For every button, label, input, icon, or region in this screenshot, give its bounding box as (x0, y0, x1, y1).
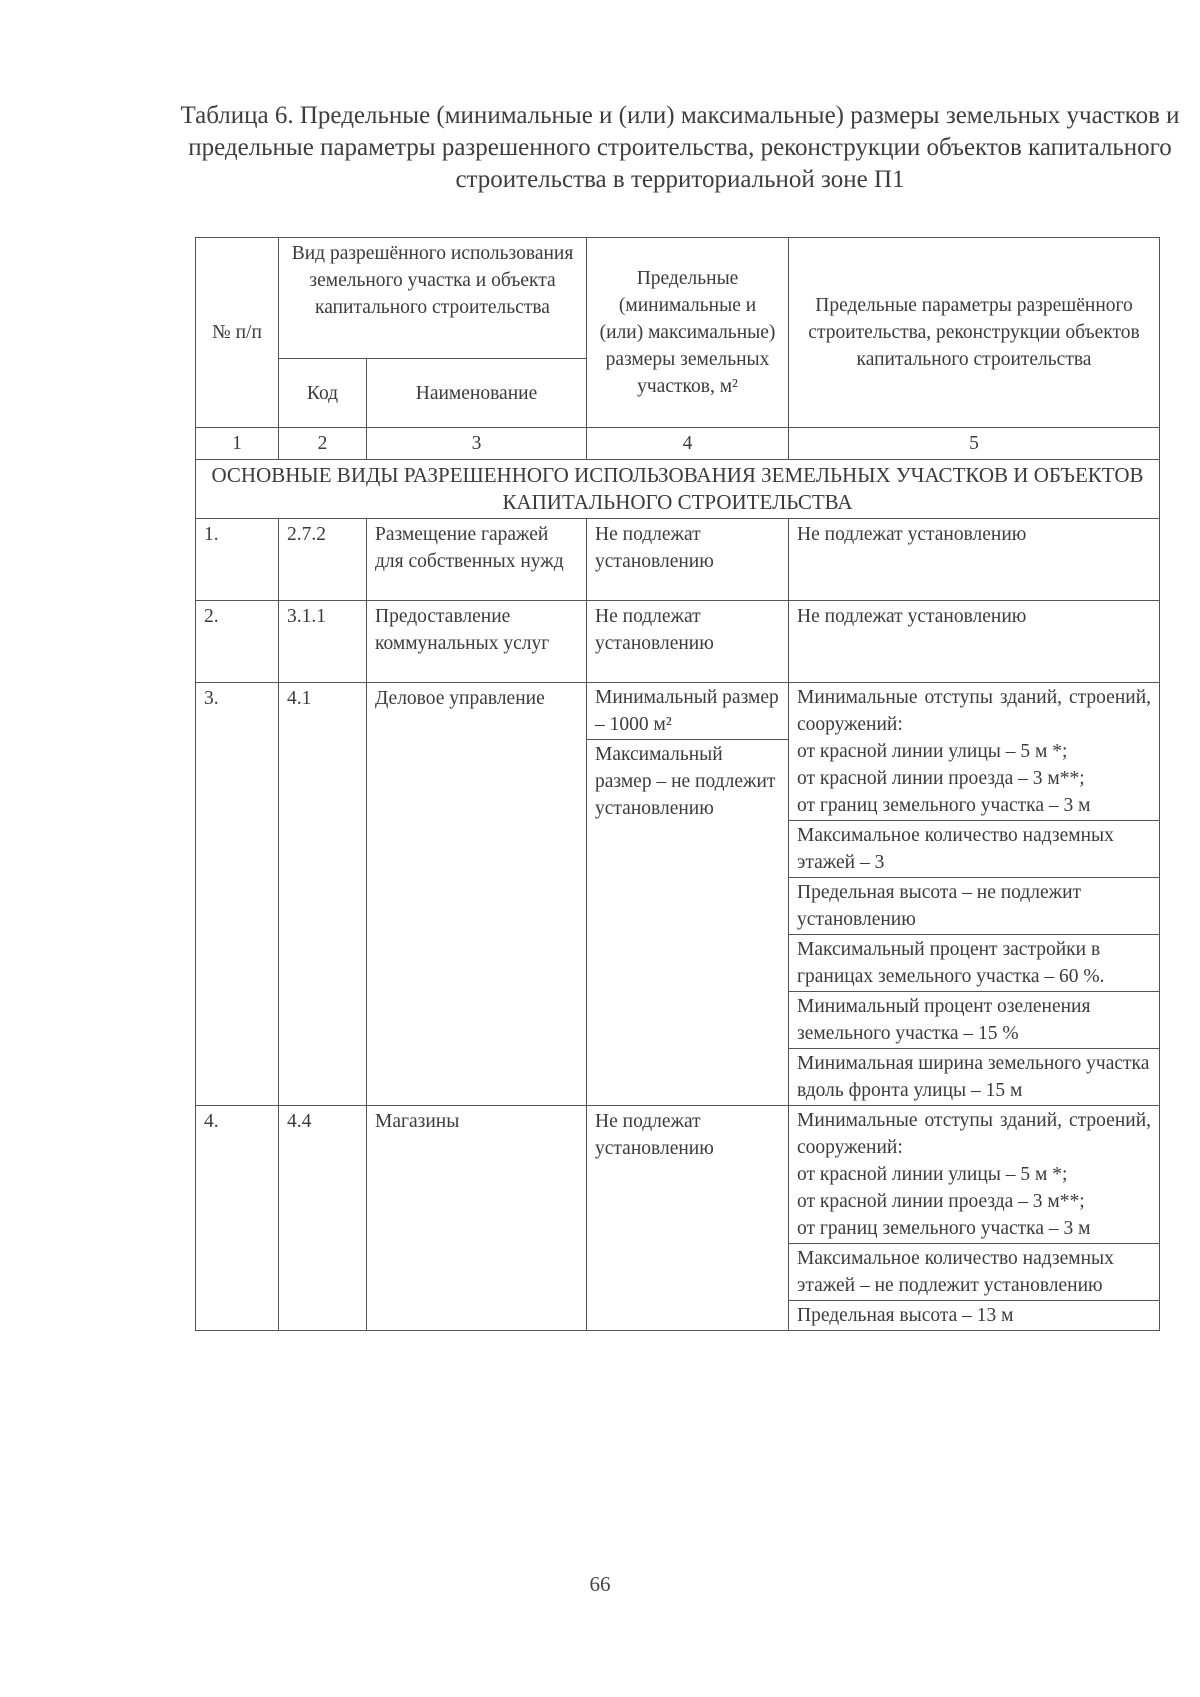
param-setback-border: от границ земельного участка – 3 м (797, 1218, 1091, 1239)
param-width: Минимальная ширина земельного участка вдоль фронта улицы – 15 м (797, 1053, 1150, 1101)
param-setback-passage: от красной линии проезда – 3 м**; (797, 1191, 1085, 1212)
param-height: Предельная высота – не подлежит установлению (789, 878, 1159, 935)
param-floors: Максимальное количество надземных этажей – 3 (789, 821, 1159, 878)
table-title: Таблица 6. Предельные (минимальные и (или) максимальные) размеры земельных участков и предельные параметры разрешенного строительства, реконструкции объектов капитального строительства в территориальной зоне П1 (180, 102, 1180, 193)
col-number: 4 (587, 428, 789, 460)
row-code: 4.1 (279, 683, 367, 1106)
param-greenery: Минимальный процент озеленения земельного участка – 15 % (789, 992, 1159, 1049)
col-number: 3 (367, 428, 587, 460)
row-code: 2.7.2 (279, 519, 367, 601)
table-row (196, 683, 1160, 1106)
param-floors: Максимальное количество надземных этажей – не подлежит установлению (789, 1244, 1159, 1301)
table-row (196, 1106, 1160, 1331)
size-max: Максимальный размер – не подлежит установлению (595, 744, 776, 819)
header-kod: Код (279, 359, 367, 428)
row-num: 3. (196, 683, 279, 1106)
param-setback-passage: от красной линии проезда – 3 м**; (797, 768, 1085, 789)
row-params: Не подлежат установлению (789, 601, 1160, 683)
row-sizes (587, 683, 789, 1106)
row-params: Не подлежат установлению (789, 519, 1160, 601)
row-params (789, 1106, 1160, 1331)
row-num: 2. (196, 601, 279, 683)
header-params: Предельные параметры разрешённого строительства, реконструкции объектов капитального строительства (789, 238, 1160, 428)
table-row (196, 601, 1160, 683)
table-row (196, 519, 1160, 601)
row-sizes: Не подлежат установлению (587, 601, 789, 683)
param-setback-street: от красной линии улицы – 5 м *; (797, 1164, 1068, 1185)
col-number: 1 (196, 428, 279, 460)
row-sizes: Не подлежат установлению (587, 1106, 789, 1331)
section-heading: ОСНОВНЫЕ ВИДЫ РАЗРЕШЕННОГО ИСПОЛЬЗОВАНИЯ ЗЕМЕЛЬНЫХ УЧАСТКОВ И ОБЪЕКТОВ КАПИТАЛЬНОГО СТРОИТЕЛЬСТВА (196, 460, 1160, 519)
header-num: № п/п (196, 238, 279, 428)
row-name: Предоставление коммунальных услуг (367, 601, 587, 683)
param-coverage: Максимальный процент застройки в границах земельного участка – 60 %. (789, 935, 1159, 992)
row-name: Деловое управление (367, 683, 587, 1106)
row-name: Размещение гаражей для собственных нужд (367, 519, 587, 601)
col-number: 2 (279, 428, 367, 460)
row-name: Магазины (367, 1106, 587, 1331)
row-sizes: Не подлежат установлению (587, 519, 789, 601)
header-vid: Вид разрешённого использования земельного участка и объекта капитального строительства (279, 238, 587, 359)
row-num: 1. (196, 519, 279, 601)
zoning-table (195, 237, 1160, 1331)
param-setback-street: от красной линии улицы – 5 м *; (797, 741, 1068, 762)
col-number: 5 (789, 428, 1160, 460)
header-razmery: Предельные (минимальные и (или) максимальные) размеры земельных участков, м² (587, 238, 789, 428)
header-name: Наименование (367, 359, 587, 428)
size-min: Минимальный размер – 1000 м² (587, 683, 788, 740)
row-params (789, 683, 1160, 1106)
page-number: 66 (589, 1572, 611, 1596)
param-height: Предельная высота – 13 м (797, 1305, 1014, 1326)
row-num: 4. (196, 1106, 279, 1331)
row-code: 4.4 (279, 1106, 367, 1331)
param-setbacks: Минимальные отступы зданий, строений, сооружений: (797, 687, 1152, 735)
param-setbacks: Минимальные отступы зданий, строений, сооружений: (797, 1110, 1152, 1158)
row-code: 3.1.1 (279, 601, 367, 683)
param-setback-border: от границ земельного участка – 3 м (797, 795, 1091, 816)
